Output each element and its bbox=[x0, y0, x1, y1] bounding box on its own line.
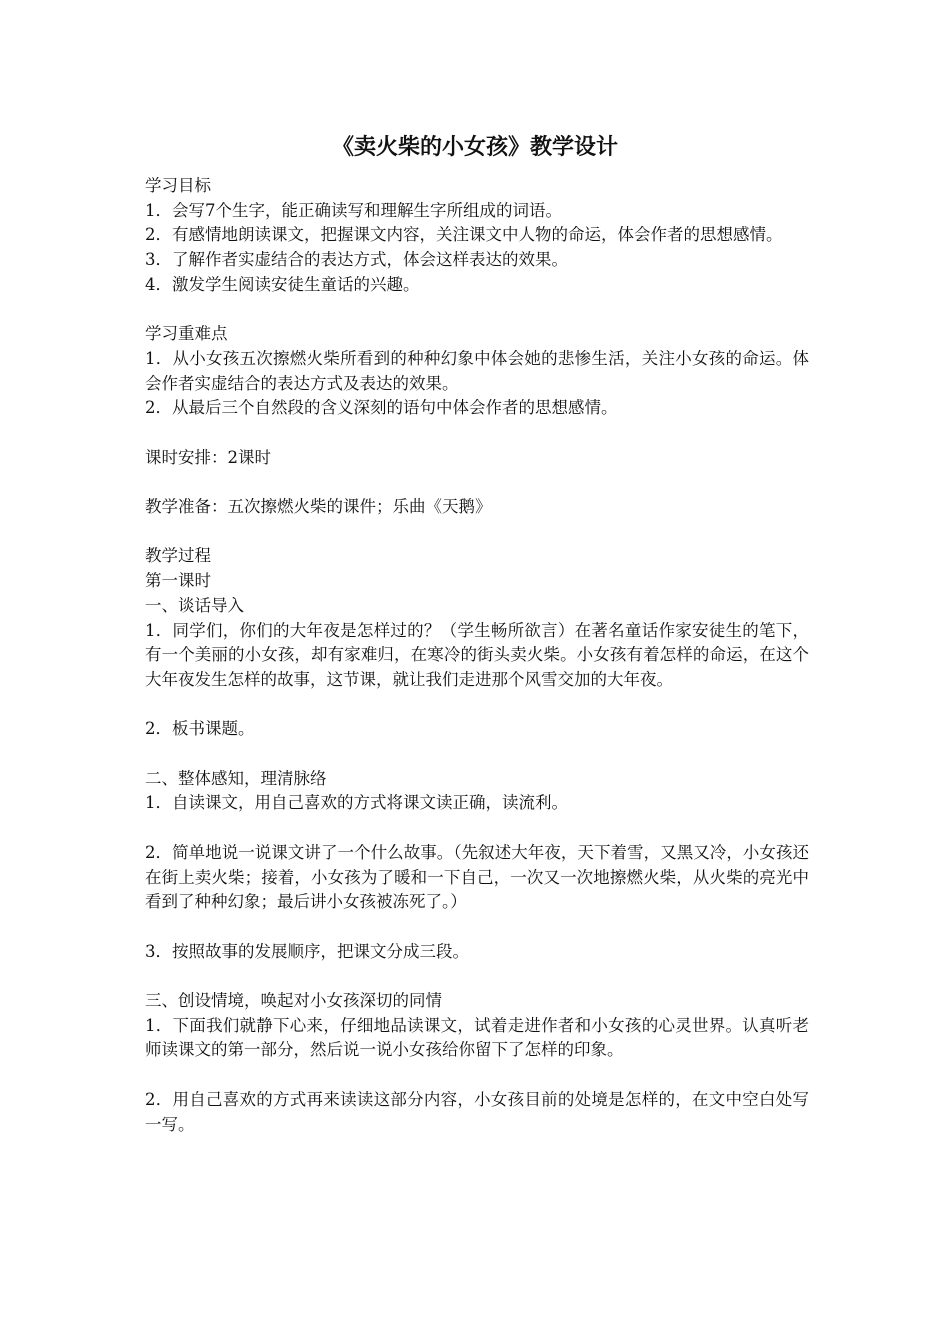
spacer bbox=[145, 742, 809, 767]
key-points-heading: 学习重难点 bbox=[145, 324, 228, 344]
section1-item-1: 1．同学们，你们的大年夜是怎样过的？（学生畅所欲言）在著名童话作家安徒生的笔下，有一个美丽的小女孩，却有家难归，在寒冷的街头卖火柴。小女孩有着怎样的命运，在这个大年夜发生怎样的故事，这节课，就让我们走进那个风雪交加的大年夜。 bbox=[145, 620, 809, 689]
document-body bbox=[145, 174, 809, 1137]
spacer bbox=[145, 816, 809, 841]
section2-item-2: 2．简单地说一说课文讲了一个什么故事。（先叙述大年夜，天下着雪，又黑又冷，小女孩还在街上卖火柴；接着，小女孩为了暖和一下自己，一次又一次地擦燃火柴，从火柴的亮光中看到了种种幻象；最后讲小女孩被冻死了。） bbox=[145, 842, 809, 912]
section2-item-1: 1．自读课文，用自己喜欢的方式将课文读正确，读流利。 bbox=[145, 793, 568, 813]
spacer bbox=[145, 915, 809, 940]
goal-item-4: 4．激发学生阅读安徒生童话的兴趣。 bbox=[145, 274, 420, 294]
goal-item-2: 2．有感情地朗读课文，把握课文内容，关注课文中人物的命运，体会作者的思想感情。 bbox=[145, 225, 783, 245]
section3-heading: 三、创设情境，唤起对小女孩深切的同情 bbox=[145, 991, 442, 1011]
spacer bbox=[145, 470, 809, 495]
preparation-line: 教学准备：五次擦燃火柴的课件；乐曲《天鹅》 bbox=[145, 497, 492, 517]
schedule-line: 课时安排：2课时 bbox=[145, 447, 271, 467]
section3-item-1: 1．下面我们就静下心来，仔细地品读课文，试着走进作者和小女孩的心灵世界。认真听老师读课文的第一部分，然后说一说小女孩给你留下了怎样的印象。 bbox=[145, 1015, 809, 1060]
goal-item-3: 3．了解作者实虚结合的表达方式，体会这样表达的效果。 bbox=[145, 250, 568, 270]
key-point-item-2: 2．从最后三个自然段的含义深刻的语句中体会作者的思想感情。 bbox=[145, 398, 618, 418]
spacer bbox=[145, 964, 809, 989]
process-heading: 教学过程 bbox=[145, 546, 211, 566]
section1-item-2: 2．板书课题。 bbox=[145, 719, 255, 739]
document-title: 《卖火柴的小女孩》教学设计 bbox=[331, 135, 618, 160]
lesson-heading: 第一课时 bbox=[145, 571, 211, 591]
goals-heading: 学习目标 bbox=[145, 176, 211, 195]
spacer bbox=[145, 520, 809, 545]
section2-item-3: 3．按照故事的发展顺序，把课文分成三段。 bbox=[145, 941, 469, 961]
section1-heading: 一、谈话导入 bbox=[145, 595, 244, 615]
section2-heading: 二、整体感知，理清脉络 bbox=[145, 768, 327, 788]
key-point-item-1: 1．从小女孩五次擦燃火柴所看到的种种幻象中体会她的悲惨生活，关注小女孩的命运。体会作者实虚结合的表达方式及表达的效果。 bbox=[145, 348, 809, 393]
spacer bbox=[145, 298, 809, 323]
spacer bbox=[145, 693, 809, 718]
spacer bbox=[145, 421, 809, 446]
section3-item-2: 2．用自己喜欢的方式再来读读这部分内容，小女孩目前的处境是怎样的，在文中空白处写一写。 bbox=[145, 1089, 809, 1134]
spacer bbox=[145, 1063, 809, 1088]
goal-item-1: 1．会写7个生字，能正确读写和理解生字所组成的词语。 bbox=[145, 200, 562, 220]
